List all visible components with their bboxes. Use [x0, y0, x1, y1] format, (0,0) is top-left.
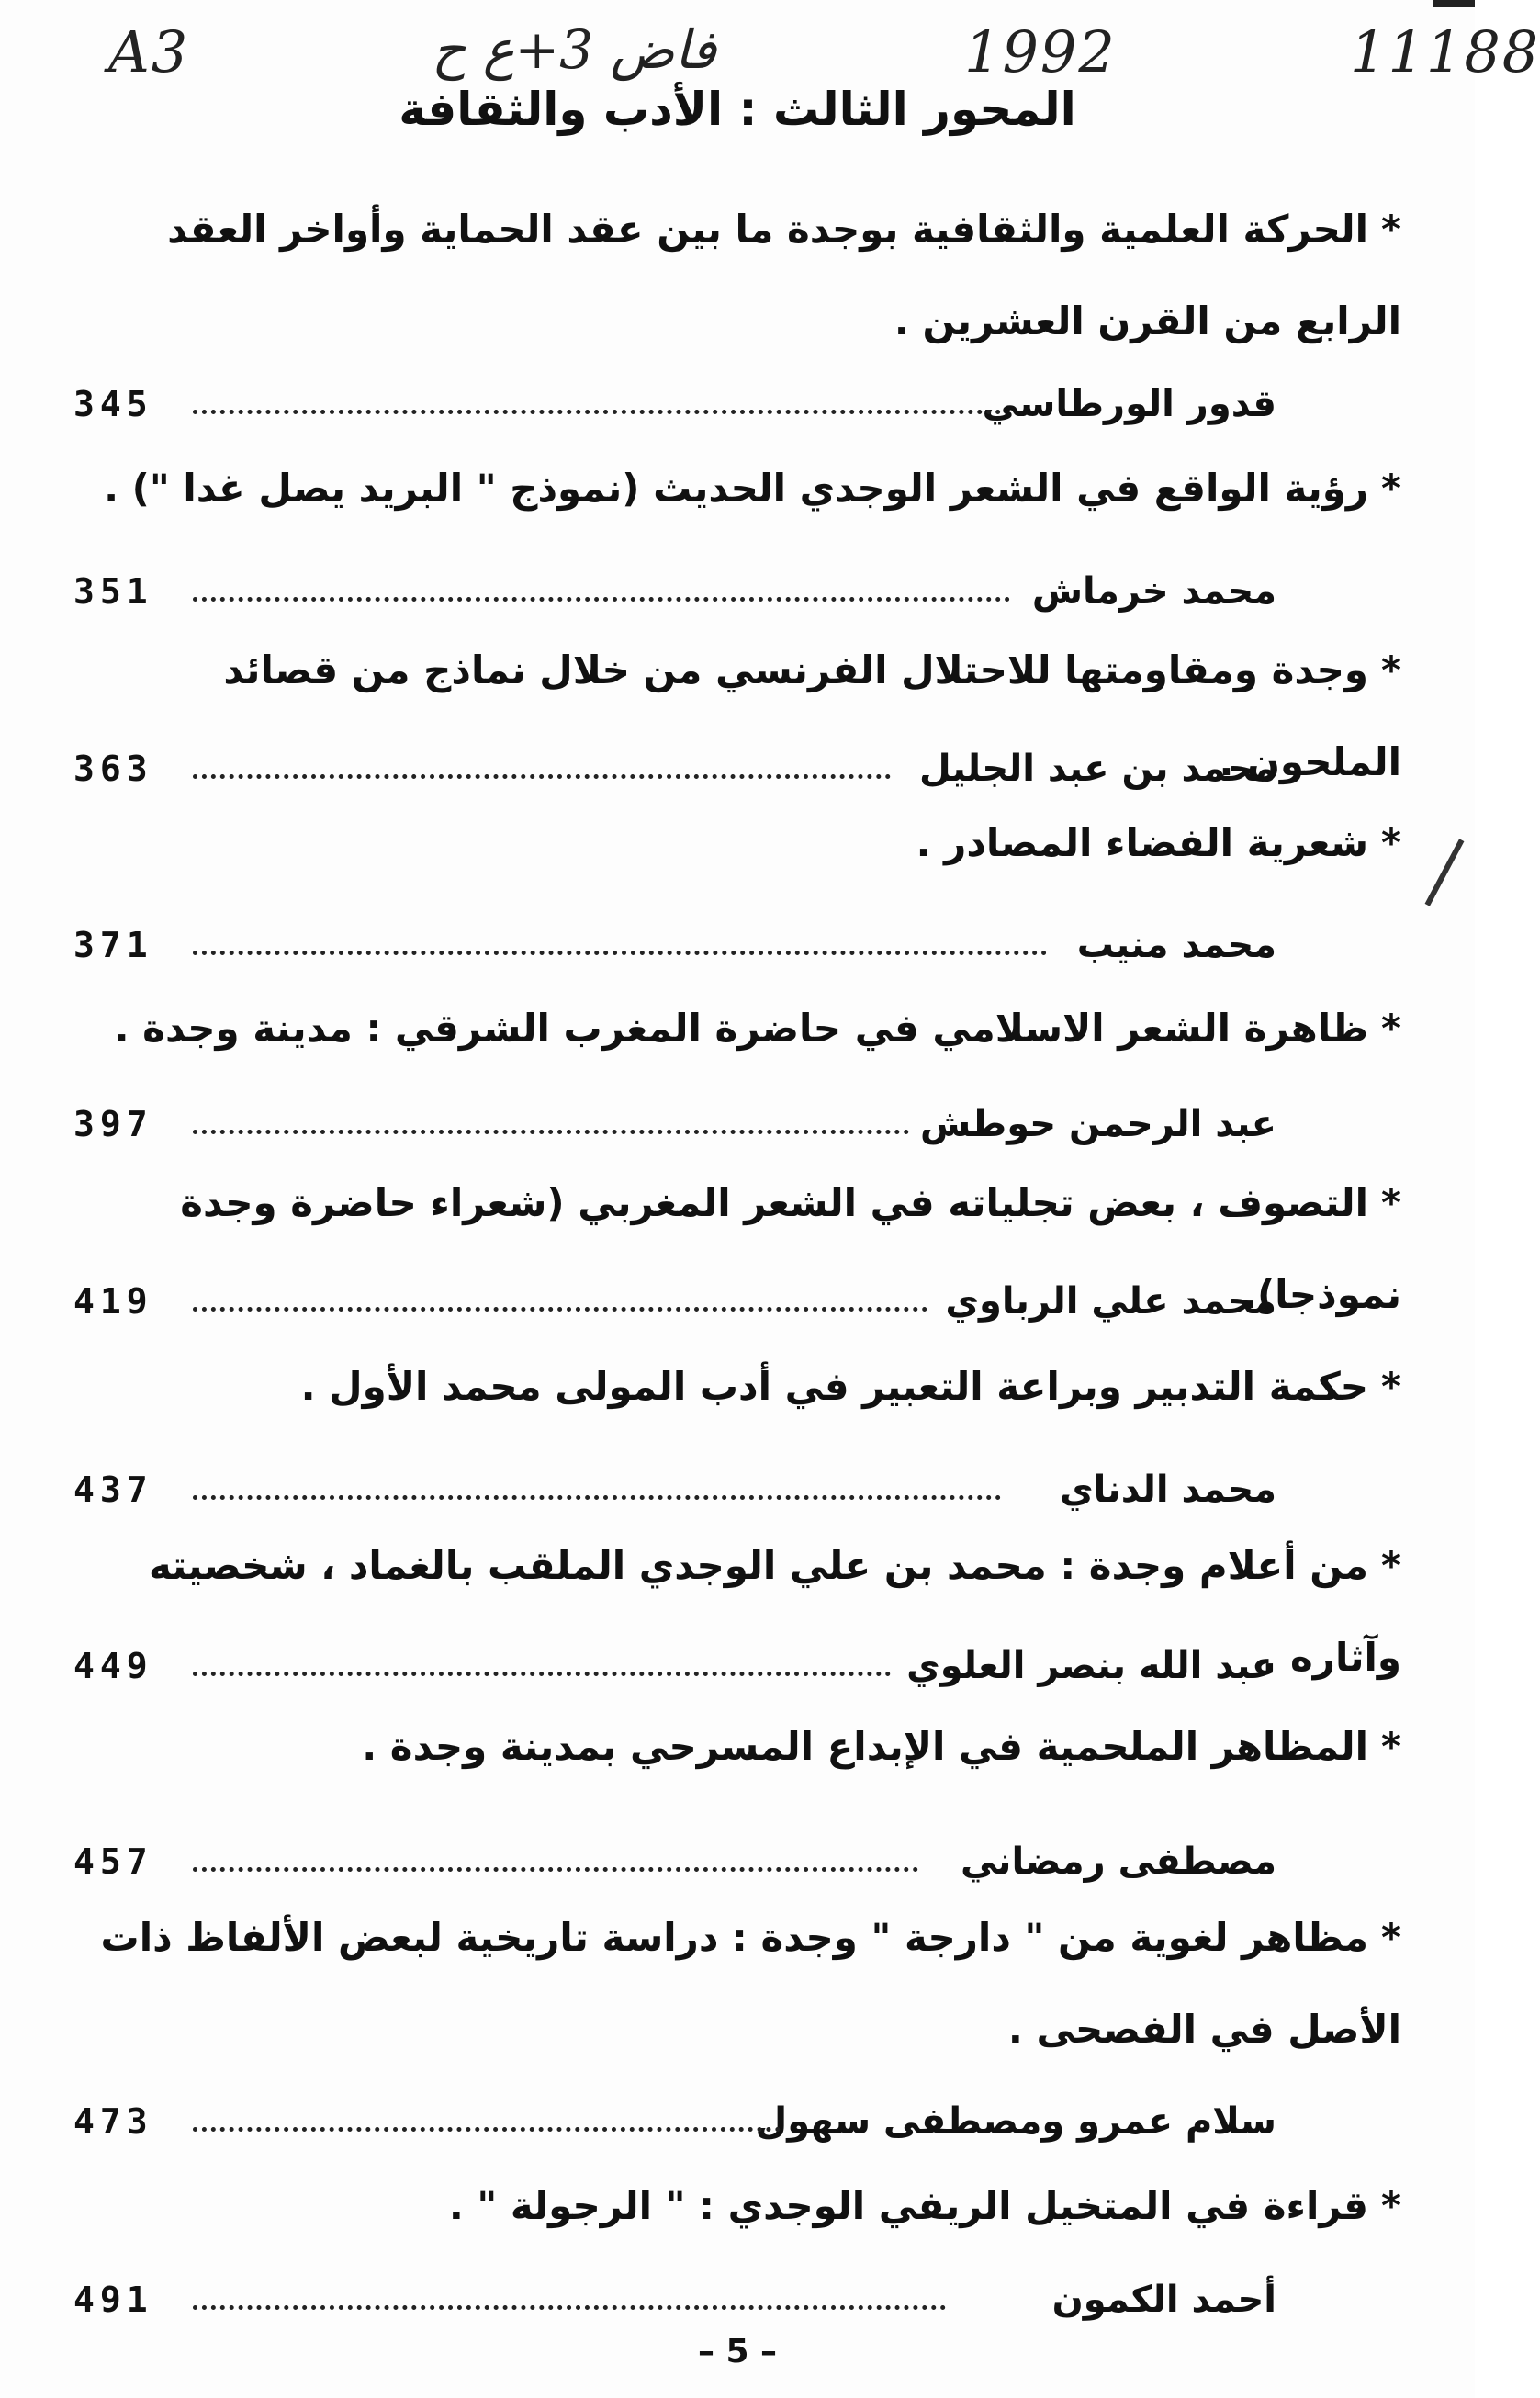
toc-entry-author-row [64, 1832, 1276, 1891]
entry-author: محمد علي الرباوي [945, 1280, 1276, 1323]
entry-author: أحمد الكمون [1051, 2279, 1276, 2321]
entry-author: عبد الله بنصر العلوي [906, 1645, 1276, 1687]
entry-author: قدور الورطاسي [982, 383, 1276, 425]
toc-entry-author-row [64, 2270, 1276, 2329]
handwritten-note-year: 1992 [964, 18, 1117, 85]
entry-author: عبد الرحمن حوطش [920, 1103, 1276, 1145]
toc-entry-title: *من أعلام وجدة : محمد بن علي الوجدي الملقب بالغماد ، شخصيته وآثاره . [148, 1543, 1401, 1680]
dot-leader [193, 1664, 891, 1676]
entry-page-number: 363 [73, 749, 153, 789]
dot-leader [193, 943, 1047, 955]
dot-leader [193, 590, 1010, 602]
entry-author: محمد بن عبد الجليل [919, 748, 1276, 790]
entry-page-number: 457 [73, 1841, 153, 1882]
toc-entry-title: *رؤية الواقع في الشعر الوجدي الحديث (نموذج " البريد يصل غدا ") . [104, 466, 1401, 511]
toc-entry-author-row [64, 2092, 1276, 2151]
entry-title-text: حكمة التدبير وبراعة التعبير في أدب المولى محمد الأول . [300, 1364, 1369, 1409]
section-title: المحور الثالث : الأدب والثقافة [399, 83, 1076, 136]
entry-title-text: التصوف ، بعض تجلياته في الشعر المغربي (شعراء حاضرة وجدة نموذجا). [180, 1180, 1401, 1317]
toc-entry-author-row [64, 562, 1276, 621]
entry-page-number: 449 [73, 1646, 153, 1686]
entry-page-number: 371 [73, 925, 153, 965]
toc-entry-title: *مظاهر لغوية من " دارجة " وجدة : دراسة تاريخية لبعض الألفاظ ذات الأصل في الفصحى . [100, 1915, 1401, 2052]
entry-page-number: 351 [73, 571, 153, 612]
dot-leader [193, 1860, 918, 1872]
toc-entry-author-row [64, 739, 1276, 798]
dot-leader [193, 1300, 927, 1312]
dot-leader [193, 2298, 946, 2310]
toc-entry-author-row [64, 375, 1276, 433]
entry-title-text: وجدة ومقاومتها للاحتلال الفرنسي من خلال نماذج من قصائد الملحون . [223, 647, 1401, 784]
toc-entry-author-row [64, 1637, 1276, 1695]
entry-title-text: من أعلام وجدة : محمد بن علي الوجدي الملقب بالغماد ، شخصيته وآثاره . [148, 1543, 1401, 1680]
dot-leader [193, 2120, 781, 2132]
toc-entry-author-row [64, 1095, 1276, 1154]
entry-page-number: 473 [73, 2101, 153, 2142]
entry-author: محمد منيب [1076, 924, 1276, 966]
handwritten-note-right: 11188 [1350, 18, 1540, 85]
entry-author: محمد خرماش [1031, 570, 1276, 613]
dot-leader [193, 1488, 1001, 1500]
handwritten-note-left: A3 [108, 18, 190, 85]
dot-leader [193, 1122, 909, 1134]
entry-page-number: 419 [73, 1281, 153, 1322]
toc-entry-title: *الحركة العلمية والثقافية بوجدة ما بين عقد الحماية وأواخر العقد الرابع من القرن العشرين . [167, 207, 1401, 343]
entry-author: سلام عمرو ومصطفى سهول [755, 2100, 1276, 2143]
toc-entry-author-row [64, 1460, 1276, 1519]
toc-entry-title: *المظاهر الملحمية في الإبداع المسرحي بمدينة وجدة . [362, 1724, 1401, 1769]
toc-entry-title: *شعرية الفضاء المصادر . [916, 820, 1401, 865]
entry-title-text: المظاهر الملحمية في الإبداع المسرحي بمدينة وجدة . [362, 1724, 1369, 1769]
entry-page-number: 397 [73, 1104, 153, 1144]
handwritten-note-code: فاض 3+ع ح [432, 18, 716, 81]
toc-entry-author-row [64, 916, 1276, 974]
entry-page-number: 345 [73, 384, 153, 424]
toc-entry-title: *حكمة التدبير وبراعة التعبير في أدب المولى محمد الأول . [300, 1364, 1401, 1409]
entry-title-text: رؤية الواقع في الشعر الوجدي الحديث (نموذج " البريد يصل غدا ") . [104, 466, 1369, 511]
entry-title-text: ظاهرة الشعر الاسلامي في حاضرة المغرب الشرقي : مدينة وجدة . [114, 1006, 1369, 1051]
toc-entry-title: *التصوف ، بعض تجلياته في الشعر المغربي (شعراء حاضرة وجدة نموذجا). [180, 1180, 1401, 1317]
entry-page-number: 491 [73, 2280, 153, 2320]
entry-author: محمد الدناي [1060, 1469, 1276, 1511]
entry-title-text: الحركة العلمية والثقافية بوجدة ما بين عقد الحماية وأواخر العقد الرابع من القرن العشرين . [167, 207, 1401, 343]
toc-entry-title: *قراءة في المتخيل الريفي الوجدي : " الرجولة " . [448, 2183, 1401, 2228]
toc-entry-title: *ظاهرة الشعر الاسلامي في حاضرة المغرب الشرقي : مدينة وجدة . [114, 1006, 1401, 1051]
toc-entry-title: *وجدة ومقاومتها للاحتلال الفرنسي من خلال نماذج من قصائد الملحون . [223, 647, 1401, 784]
dot-leader [193, 767, 891, 779]
dot-leader [193, 402, 1001, 414]
entry-page-number: 437 [73, 1469, 153, 1510]
toc-entry-author-row [64, 1272, 1276, 1331]
entry-title-text: مظاهر لغوية من " دارجة " وجدة : دراسة تاريخية لبعض الألفاظ ذات الأصل في الفصحى . [100, 1915, 1401, 2052]
entry-title-text: شعرية الفضاء المصادر . [916, 820, 1369, 865]
footer-page-number: – 5 – [697, 2333, 778, 2370]
entry-title-text: قراءة في المتخيل الريفي الوجدي : " الرجولة " . [448, 2183, 1369, 2228]
entry-author: مصطفى رمضاني [960, 1841, 1276, 1883]
